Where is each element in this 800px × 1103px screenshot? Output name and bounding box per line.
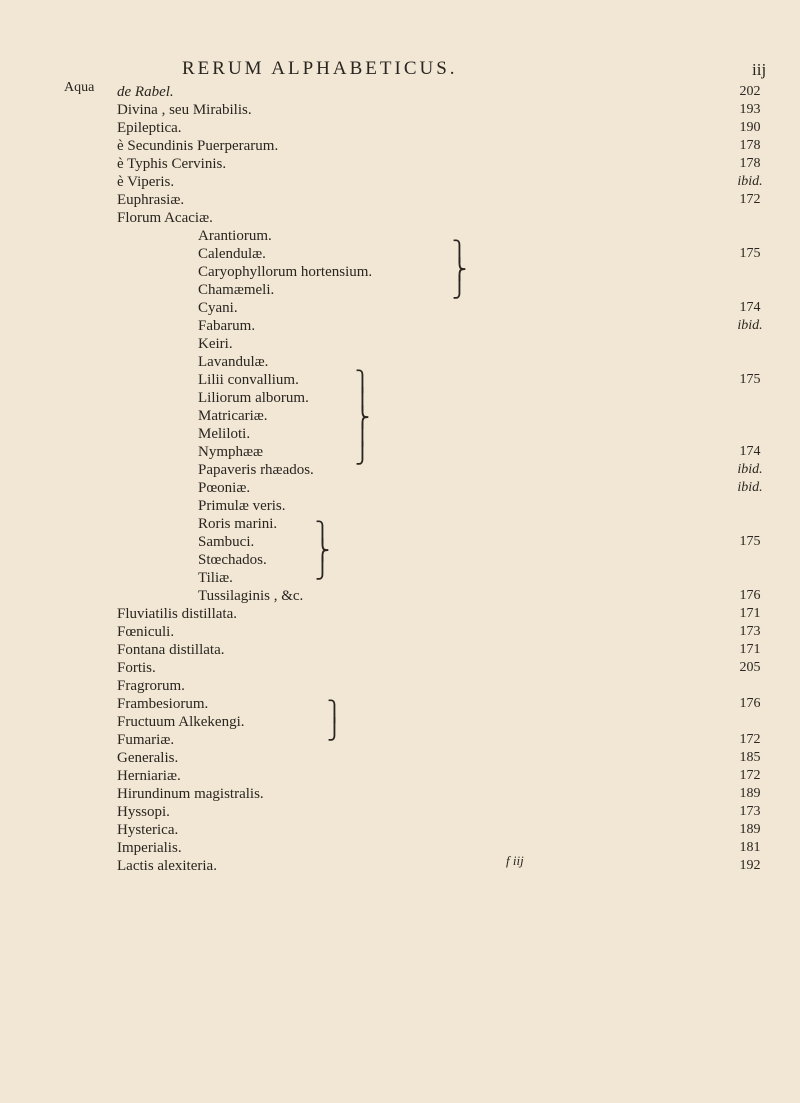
- index-entry: [0, 785, 761, 803]
- entry-page-number: 175: [739, 534, 761, 549]
- brace-fruits: ⎫ ⎭: [327, 699, 342, 741]
- entry-label: Meliloti.: [198, 426, 251, 442]
- entry-label: Arantiorum.: [198, 228, 272, 244]
- index-entry: [0, 101, 761, 119]
- brace-flowers-2: ⎫ ⎪ ⎬ ⎪ ⎭: [355, 369, 370, 465]
- entry-label: Tussilaginis , &c.: [198, 588, 304, 604]
- entry-label: Florum Acaciæ.: [117, 210, 213, 226]
- index-entry: [0, 623, 761, 641]
- index-entry: [0, 497, 640, 515]
- index-entry: [0, 407, 640, 425]
- entry-label: Pœoniæ.: [198, 480, 251, 496]
- margin-word: Aqua: [64, 80, 95, 95]
- entry-label: Lactis alexiteria.: [117, 858, 217, 874]
- index-entry: [0, 263, 640, 281]
- entry-label: Liliorum alborum.: [198, 390, 309, 406]
- entry-label: Divina , seu Mirabilis.: [117, 102, 252, 118]
- entry-page-number: 193: [739, 102, 761, 117]
- running-head: RERUM ALPHABETICUS.: [182, 58, 458, 79]
- index-entry: [0, 731, 761, 749]
- entry-page-number: ibid.: [737, 480, 763, 495]
- entry-page-number: 172: [739, 192, 761, 207]
- brace-flowers-3: ⎫ ⎬ ⎭: [315, 520, 330, 580]
- index-entry: [0, 137, 761, 155]
- entry-label: Fructuum Alkekengi.: [117, 714, 245, 730]
- entry-page-number: 172: [739, 768, 761, 783]
- entry-label: Euphrasiæ.: [117, 192, 185, 208]
- entry-page-number: 172: [739, 732, 761, 747]
- entry-page-number: 189: [739, 786, 761, 801]
- entry-label: Hyssopi.: [117, 804, 170, 820]
- entry-page-number: 171: [739, 642, 761, 657]
- index-entry: [0, 191, 761, 209]
- entry-label: Fabarum.: [198, 318, 256, 334]
- index-entry: [0, 371, 761, 389]
- entry-page-number: 174: [739, 300, 761, 315]
- index-entry: [0, 695, 761, 713]
- entry-label: Papaveris rhæados.: [198, 462, 314, 478]
- entry-label: Fœniculi.: [117, 624, 175, 640]
- index-entry: [0, 299, 761, 317]
- index-entry: [0, 803, 761, 821]
- index-entry: [0, 749, 761, 767]
- entry-label: Frambesiorum.: [117, 696, 209, 712]
- entry-label: Roris marini.: [198, 516, 278, 532]
- index-entry: [0, 245, 761, 263]
- entry-label: Epileptica.: [117, 120, 182, 136]
- entry-label: Calendulæ.: [198, 246, 266, 262]
- entry-page-number: 173: [739, 804, 761, 819]
- entry-label: Fontana distillata.: [117, 642, 225, 658]
- entry-page-number: 181: [739, 840, 761, 855]
- index-entry: [0, 317, 763, 335]
- entry-label: Sambuci.: [198, 534, 255, 550]
- entry-label: Herniariæ.: [117, 768, 181, 784]
- entry-label: Generalis.: [117, 750, 179, 766]
- entry-page-number: 173: [739, 624, 761, 639]
- entry-label: Cyani.: [198, 300, 238, 316]
- index-entry: [0, 461, 763, 479]
- index-entry: [0, 389, 640, 407]
- entry-page-number: ibid.: [737, 462, 763, 477]
- signature-mark: f iij: [506, 853, 524, 868]
- entry-label: Fumariæ.: [117, 732, 175, 748]
- index-entry: [0, 425, 640, 443]
- entry-label: Caryophyllorum hortensium.: [198, 264, 373, 280]
- index-entry: [0, 119, 761, 137]
- entry-label: Lavandulæ.: [198, 354, 269, 370]
- entry-label: è Viperis.: [117, 174, 175, 190]
- entry-page-number: 202: [739, 84, 761, 99]
- index-entry: [0, 353, 640, 371]
- entry-label: Lilii convallium.: [198, 372, 299, 388]
- entry-label: Fortis.: [117, 660, 156, 676]
- index-entry: [0, 713, 640, 731]
- folio-number: iij: [752, 60, 767, 79]
- index-entry: [0, 839, 761, 857]
- index-entry: [0, 857, 761, 875]
- entry-page-number: 185: [739, 750, 761, 765]
- index-entry: [0, 83, 761, 101]
- entry-label: Primulæ veris.: [198, 498, 286, 514]
- entry-label: Keiri.: [198, 336, 233, 352]
- index-entry: [0, 605, 761, 623]
- entry-page-number: 190: [739, 120, 761, 135]
- entry-page-number: 176: [739, 696, 761, 711]
- index-entry: [0, 821, 761, 839]
- index-entry: [0, 173, 763, 191]
- index-entry: [0, 335, 640, 353]
- index-entry: [0, 587, 761, 605]
- entry-page-number: 192: [739, 858, 761, 873]
- entry-page-number: 176: [739, 588, 761, 603]
- entry-page-number: 189: [739, 822, 761, 837]
- entry-page-number: ibid.: [737, 318, 763, 333]
- entry-label: Hirundinum magistralis.: [117, 786, 264, 802]
- entry-page-number: 174: [739, 444, 761, 459]
- entry-page-number: 205: [739, 660, 761, 675]
- entry-label: è Typhis Cervinis.: [117, 156, 227, 172]
- entry-page-number: 171: [739, 606, 761, 621]
- entry-label: Matricariæ.: [198, 408, 268, 424]
- index-entry: [0, 767, 761, 785]
- entry-label: de Rabel.: [117, 84, 174, 100]
- entry-label: Chamæmeli.: [198, 282, 275, 298]
- index-entry: [0, 155, 761, 173]
- index-entry: [0, 641, 761, 659]
- entry-label: Hysterica.: [117, 822, 179, 838]
- entry-label: Nymphææ: [198, 444, 264, 460]
- index-entry: [0, 659, 761, 677]
- index-entry: [0, 479, 763, 497]
- entry-label: Stœchados.: [198, 552, 267, 568]
- entry-label: Imperialis.: [117, 840, 182, 856]
- entry-label: Fragrorum.: [117, 678, 185, 694]
- entry-label: è Secundinis Puerperarum.: [117, 138, 279, 154]
- index-entry: [0, 209, 640, 227]
- entry-page-number: 178: [739, 138, 761, 153]
- entry-page-number: 178: [739, 156, 761, 171]
- brace-flowers-1: ⎫ ⎬ ⎭: [452, 239, 467, 299]
- entry-label: Tiliæ.: [198, 570, 233, 586]
- index-entry: [0, 677, 640, 695]
- index-entry: [0, 281, 640, 299]
- entry-page-number: 175: [739, 372, 761, 387]
- index-entry: [0, 443, 761, 461]
- entry-page-number: ibid.: [737, 174, 763, 189]
- entry-page-number: 175: [739, 246, 761, 261]
- index-entry: [0, 227, 640, 245]
- entry-label: Fluviatilis distillata.: [117, 606, 237, 622]
